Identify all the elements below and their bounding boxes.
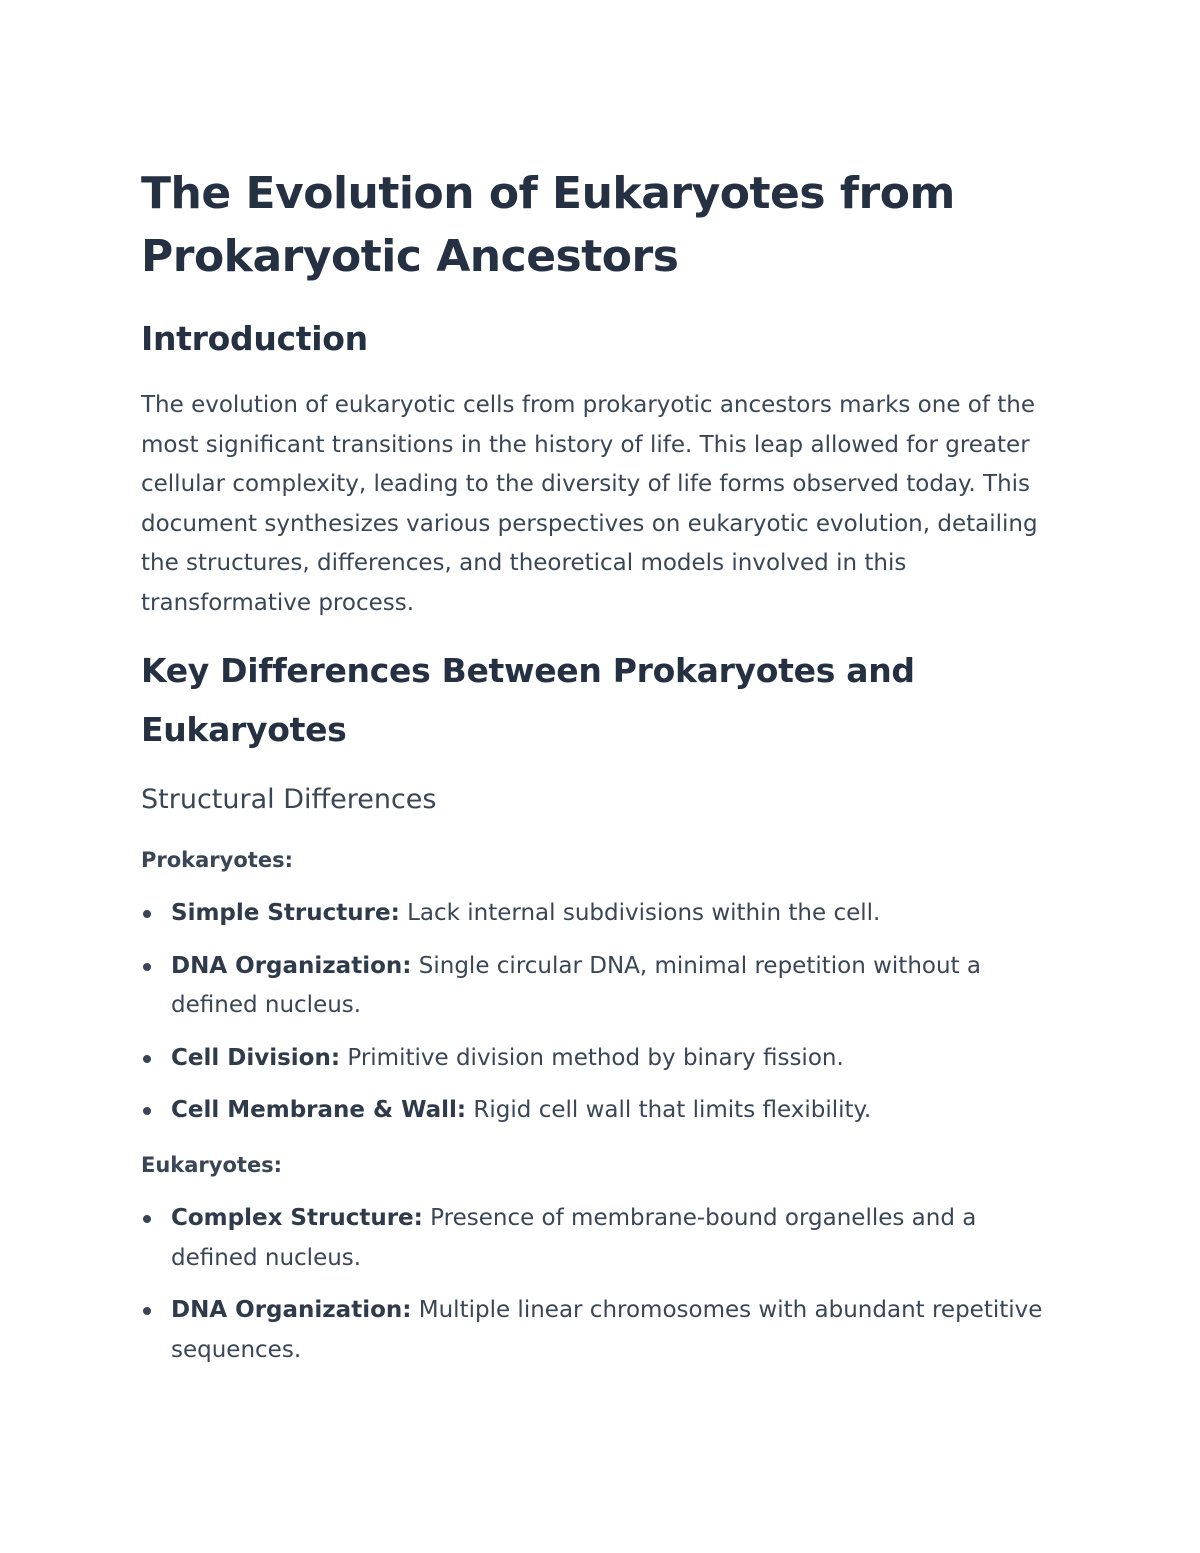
eukaryotes-label: Eukaryotes: [141,1153,283,1177]
list-item [141,1091,1061,1131]
list-item [141,947,1061,1026]
list-item [141,1291,1061,1370]
list-item-text: Presence of membrane-bound organelles and a defined nucleus. [171,1205,977,1271]
list-item-term: Cell Division: [171,1044,341,1071]
list-item-term: Cell Membrane & Wall: [171,1097,467,1123]
bullet-dot-icon [143,910,151,918]
introduction-heading: Introduction [141,319,368,358]
list-item-term: DNA Organization: [171,952,412,979]
prokaryotes-label: Prokaryotes: [141,848,293,872]
introduction-paragraph: The evolution of eukaryotic cells from prokaryotic ancestors marks one of the most significant transitions in the history of life. This leap allowed for greater cellular complexity, leading to the diversity of life forms observed today. This document synthesizes various perspectives on eukaryotic evolution, detailing the structures, differences, and theoretical models involved in this transformative process. [141,392,1038,616]
list-item-text: Rigid cell wall that limits flexibility. [466,1097,872,1123]
list-item [141,1039,1061,1079]
list-item-term: Simple Structure: [171,900,400,926]
list-item-text: Primitive division method by binary fission. [340,1044,844,1071]
bullet-dot-icon [143,963,151,971]
bullet-dot-icon [143,1055,151,1063]
document-title: The Evolution of Eukaryotes from Prokaryotic Ancestors [141,168,955,282]
structural-differences-heading: Structural Differences [141,784,437,815]
list-item-text: Single circular DNA, minimal repetition without a defined nucleus. [171,952,981,1018]
list-item-term: DNA Organization: [171,1297,412,1323]
key-differences-heading: Key Differences Between Prokaryotes and Eukaryotes [141,651,915,749]
list-item [141,894,1061,934]
bullet-dot-icon [143,1107,151,1115]
bullet-dot-icon [143,1215,151,1223]
bullet-dot-icon [143,1307,151,1315]
list-item-text: Lack internal subdivisions within the cell. [399,900,881,926]
list-item-term: Complex Structure: [171,1205,423,1231]
list-item-text: Multiple linear chromosomes with abundant repetitive sequences. [171,1297,1043,1363]
list-item [141,1199,1061,1278]
prokaryotes-list [141,894,1061,1144]
eukaryotes-list [141,1199,1061,1383]
